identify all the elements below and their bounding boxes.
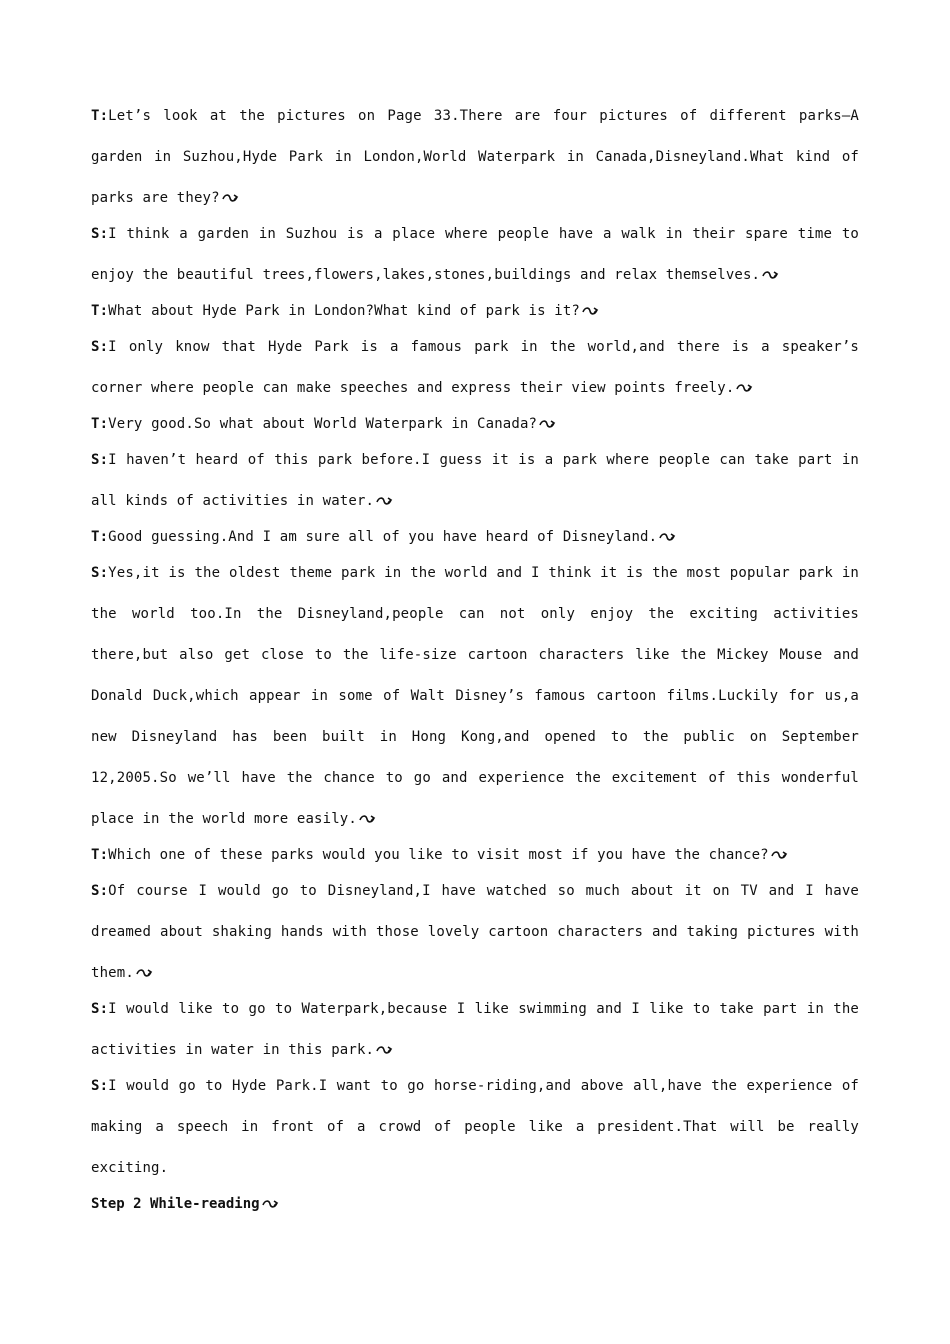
curly-paragraph-mark-icon <box>539 419 556 429</box>
speaker-label: S: <box>91 452 109 468</box>
curly-paragraph-mark-icon <box>222 193 239 203</box>
dialogue-line <box>91 404 859 445</box>
dialogue-line <box>91 214 859 296</box>
speaker-label: S: <box>91 1001 109 1017</box>
dialogue-text: Good guessing.And I am sure all of you have heard of Disneyland. <box>108 529 658 545</box>
speaker-label: S: <box>91 1078 109 1094</box>
dialogue-line <box>91 989 859 1071</box>
section-heading <box>91 1184 859 1225</box>
dialogue-line <box>91 871 859 994</box>
speaker-label: T: <box>91 416 109 432</box>
speaker-label: T: <box>91 303 109 319</box>
speaker-label: S: <box>91 226 109 242</box>
dialogue-text: Of course I would go to Disneyland,I have watched so much about it on TV and I have dreamed about shaking hands with those lovely cartoon characters and taking pictures with them. <box>91 883 859 981</box>
dialogue-line <box>91 1066 859 1189</box>
curly-paragraph-mark-icon <box>582 306 599 316</box>
dialogue-line <box>91 517 859 558</box>
speaker-label: S: <box>91 883 109 899</box>
dialogue-section <box>91 96 859 1189</box>
document-page <box>91 96 859 1225</box>
dialogue-text: Yes,it is the oldest theme park in the world and I think it is the most popular park in the world too.In the Disneyland,people can not only enjoy the exciting activities there,but also get close to the life-size cartoon characters like the Mickey Mouse and Donald Duck,which appear in some of Walt Disney’s famous cartoon films.Luckily for us,a new Disneyland has been built in Hong Kong,and opened to the public on September 12,2005.So we’ll have the chance to go and experience the excitement of this wonderful place in the world more easily. <box>91 565 859 827</box>
dialogue-line <box>91 96 859 219</box>
curly-paragraph-mark-icon <box>736 383 753 393</box>
curly-paragraph-mark-icon <box>136 968 153 978</box>
speaker-label: T: <box>91 529 109 545</box>
speaker-label: T: <box>91 108 109 124</box>
dialogue-text: I would go to Hyde Park.I want to go horse-riding,and above all,have the experience of making a speech in front of a crowd of people like a president.That will be really exciting. <box>91 1078 859 1176</box>
dialogue-line <box>91 553 859 840</box>
speaker-label: S: <box>91 339 109 355</box>
dialogue-line <box>91 440 859 522</box>
dialogue-line <box>91 835 859 876</box>
dialogue-text: What about Hyde Park in London?What kind of park is it? <box>108 303 581 319</box>
dialogue-text: I haven’t heard of this park before.I guess it is a park where people can take part in all kinds of activities in water. <box>91 452 859 509</box>
dialogue-text: Which one of these parks would you like to visit most if you have the chance? <box>108 847 769 863</box>
curly-paragraph-mark-icon <box>659 532 676 542</box>
section-heading-text: Step 2 While-reading <box>91 1196 260 1212</box>
curly-paragraph-mark-icon <box>359 814 376 824</box>
curly-paragraph-mark-icon <box>762 270 779 280</box>
speaker-label: S: <box>91 565 109 581</box>
curly-paragraph-mark-icon <box>262 1199 279 1209</box>
dialogue-text: I would like to go to Waterpark,because I like swimming and I like to take part in the activities in water in this park. <box>91 1001 859 1058</box>
curly-paragraph-mark-icon <box>376 496 393 506</box>
curly-paragraph-mark-icon <box>771 850 788 860</box>
dialogue-text: I think a garden in Suzhou is a place where people have a walk in their spare time to enjoy the beautiful trees,flowers,lakes,stones,buildings and relax themselves. <box>91 226 859 283</box>
dialogue-text: I only know that Hyde Park is a famous park in the world,and there is a speaker’s corner where people can make speeches and express their view points freely. <box>91 339 859 396</box>
speaker-label: T: <box>91 847 109 863</box>
dialogue-text: Very good.So what about World Waterpark in Canada? <box>108 416 538 432</box>
curly-paragraph-mark-icon <box>376 1045 393 1055</box>
dialogue-line <box>91 291 859 332</box>
dialogue-text: Let’s look at the pictures on Page 33.There are four pictures of different parks—A garden in Suzhou,Hyde Park in London,World Waterpark in Canada,Disneyland.What kind of parks are they? <box>91 108 859 206</box>
dialogue-line <box>91 327 859 409</box>
